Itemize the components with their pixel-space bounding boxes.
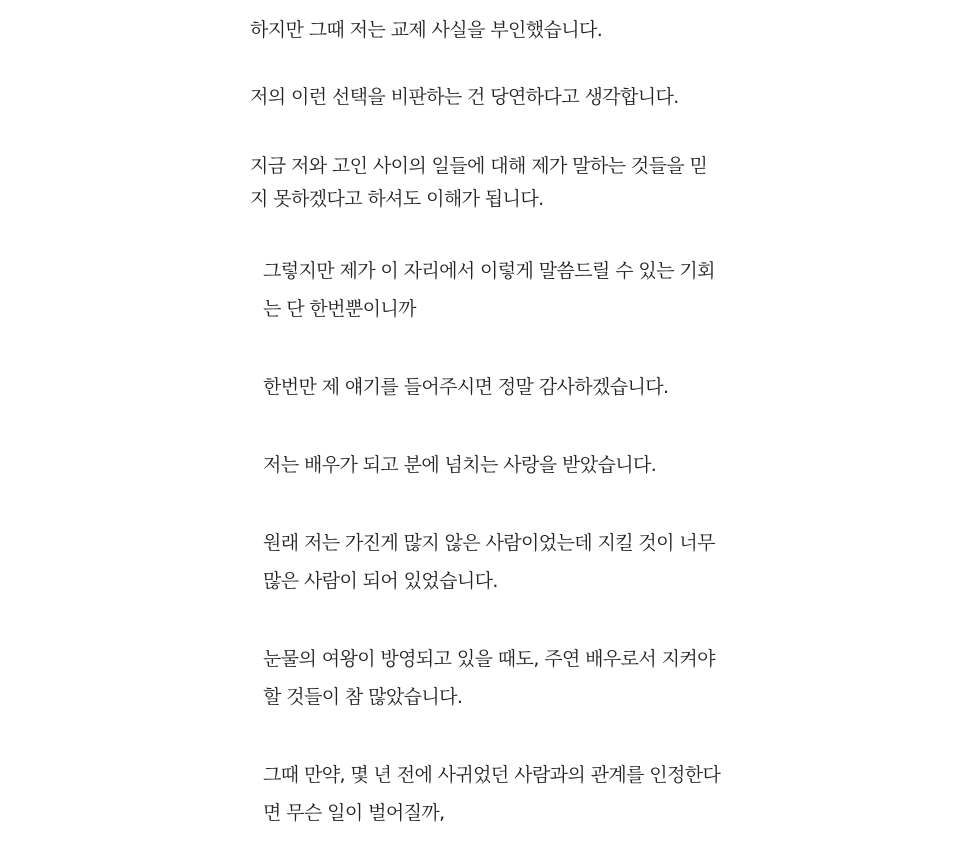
text-line: 많은 사람이 되어 있었습니다. (263, 570, 498, 592)
paragraph (250, 14, 602, 47)
text-line: 눈물의 여왕이 방영되고 있을 때도, 주연 배우로서 지켜야 (263, 648, 715, 670)
text-line: 면 무슨 일이 벌어질까, (263, 802, 445, 824)
text-line: 저의 이런 선택을 비판하는 건 당연하다고 생각합니다. (250, 86, 679, 108)
text-line: 하지만 그때 저는 교제 사실을 부인했습니다. (250, 19, 603, 41)
quoted-paragraph (263, 640, 723, 716)
quoted-paragraph (263, 446, 723, 484)
text-line: 지금 저와 고인 사이의 일들에 대해 제가 말하는 것들을 믿 (250, 155, 708, 177)
paragraph (250, 150, 707, 216)
text-line: 는 단 한번뿐이니까 (263, 298, 416, 320)
paragraph (250, 81, 679, 114)
text-line: 그렇지만 제가 이 자리에서 이렇게 말씀드릴 수 있는 기회 (263, 260, 715, 282)
text-line: 저는 배우가 되고 분에 넘치는 사랑을 받았습니다. (263, 454, 657, 476)
quoted-paragraph (263, 756, 723, 832)
text-line: 그때 만약, 몇 년 전에 사귀었던 사람과의 관계를 인정한다 (263, 764, 721, 786)
quoted-paragraph (263, 368, 723, 406)
text-line: 할 것들이 참 많았습니다. (263, 686, 463, 708)
text-line: 한번만 제 얘기를 들어주시면 정말 감사하겠습니다. (263, 376, 669, 398)
quoted-paragraph (263, 252, 723, 328)
text-line: 원래 저는 가진게 많지 않은 사람이었는데 지킬 것이 너무 (263, 532, 715, 554)
text-line: 지 못하겠다고 하셔도 이해가 됩니다. (250, 188, 544, 210)
quoted-paragraph (263, 524, 723, 600)
